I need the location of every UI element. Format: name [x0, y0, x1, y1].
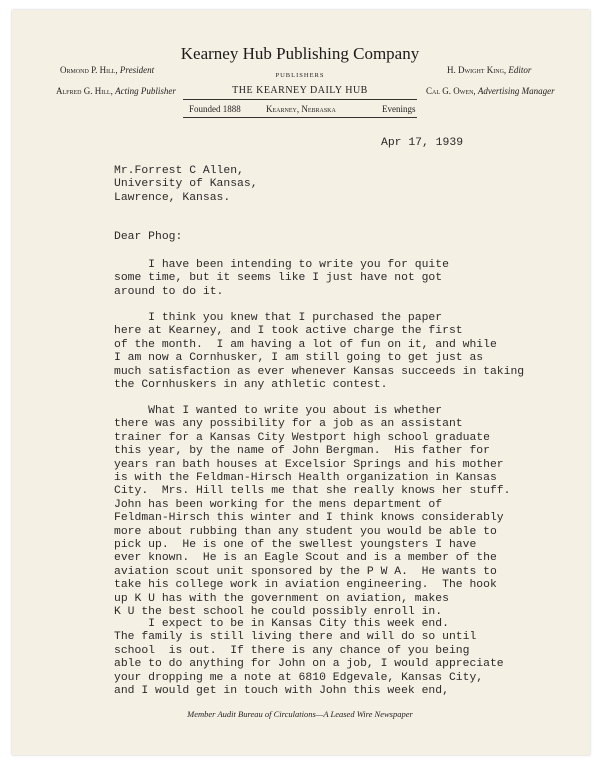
paragraph-3: What I wanted to write you about is whether there was any possibility for a job as an assistant trainer for a Kansas City Westport high school graduate this year, by the name of John Bergman. His father for years ran bath houses at Excelsior Springs and his mother is with the Feldman-Hirsch Health organization in Kansas City. Mrs. Hill tells me that she really knows her stuff. John has been working for the mens department of Feldman-Hirsch this winter and I think knows considerably more about rubbing than any student you would be able to pick up. He is one of the swellest youngsters I have ever known. He is an Eagle Scout and is a member of the aviation scout unit sponsored by the P W A. He wants to take his college work in aviation engineering. The hook up K U has with the government on aviation, makes K U the best school he could possibly enroll in. — [114, 405, 511, 619]
newspaper-name: THE KEARNEY DAILY HUB — [232, 85, 368, 96]
officer-advertising-manager: Cal G. Owen, Advertising Manager — [426, 86, 555, 96]
paragraph-2: I think you knew that I purchased the paper here at Kearney, and I took active charge the first of the month. I am having a lot of fun on it, and while I am now a Cornhusker, I am still going to get just as much satisfaction as ever whenever Kansas succeeds in taking the Cornhuskers in any athletic contest. — [114, 312, 525, 392]
salutation: Dear Phog: — [114, 231, 183, 243]
location-text: Kearney, Nebraska — [266, 104, 336, 114]
edition-text: Evenings — [382, 104, 416, 114]
officer-editor: H. Dwight King, Editor — [447, 65, 532, 75]
letter-date: Apr 17, 1939 — [381, 137, 464, 149]
officer-president: Ormond P. Hill, President — [60, 65, 155, 75]
company-name: Kearney Hub Publishing Company — [180, 44, 420, 63]
letterhead-footer: Member Audit Bureau of Circulations—A Leased Wire Newspaper — [187, 709, 413, 719]
letterhead-rule-bottom — [183, 117, 417, 118]
paragraph-4: I expect to be in Kansas City this week end. The family is still living there and will do so until school is out. If there is any chance of you being able to do anything for John on a job, I would appreciate your dropping me a note at 6810 Edgevale, Kansas City, and I would get in touch with John this week end, — [114, 618, 504, 698]
officer-acting-publisher: Alfred G. Hill, Acting Publisher — [56, 86, 176, 96]
letterhead-rule-top — [183, 99, 417, 100]
recipient-address: Mr.Forrest C Allen, University of Kansas, Lawrence, Kansas. — [114, 165, 258, 204]
founded-text: Founded 1888 — [189, 104, 241, 114]
paragraph-1: I have been intending to write you for quite some time, but it seems like I just have not got around to do it. — [114, 259, 449, 298]
publishers-label: PUBLISHERS — [275, 72, 325, 79]
